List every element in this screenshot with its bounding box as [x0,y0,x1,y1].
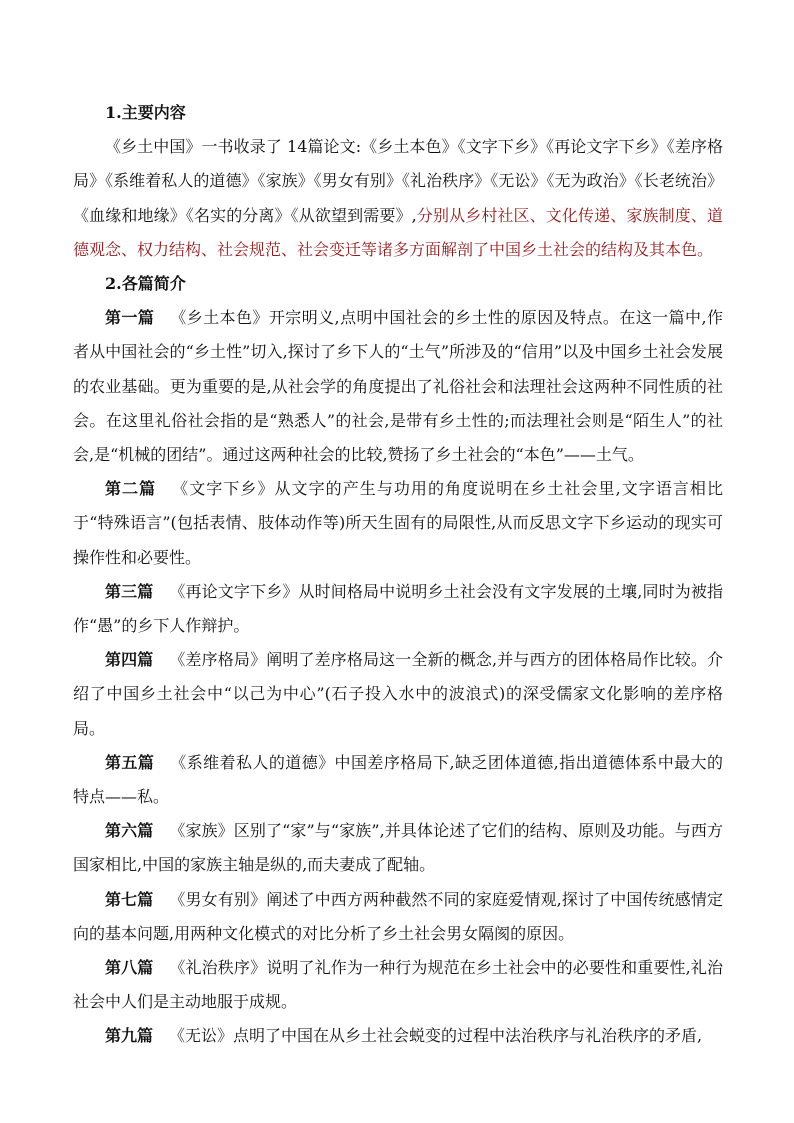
article-label: 第二篇 [105,479,157,499]
article-text: 《乡土本色》开宗明义,点明中国社会的乡土性的原因及特点。在这一篇中,作者从中国社会的“乡土性”切入,探讨了乡下人的“土气”所涉及的“信用”以及中国乡土社会发展的农业基础。更为重要的是,从社会学的角度提出了礼俗社会和法理社会这两种不同性质的社会。在这里礼俗社会指的是“熟悉人”的社会,是带有乡土性的;而法理社会则是“陌生人”的社会,是“机械的团结”。通过这两种社会的比较,赞扬了乡土社会的“本色”——土气。 [73,308,723,465]
article-label: 第七篇 [105,889,154,909]
article-label: 第一篇 [105,308,155,328]
section-1-text: 《乡土中国》一书收录了 14篇论文:《乡土本色》《文字下乡》《再论文字下乡》《差序格局》《系维着私人的道德》《家族》《男女有别》《礼治秩序》《无讼》《无为政治》《长老统治》《血缘和地缘》《名实的分离》《从欲望到需要》, [73,137,723,225]
article-summary-2 [73,472,723,575]
article-text: 《无讼》点明了中国在从乡土社会蜕变的过程中法治秩序与礼治秩序的矛盾, [169,1026,703,1046]
article-summary-7 [73,883,723,951]
article-label: 第八篇 [105,958,154,978]
section-1-title: 1.主要内容 [105,103,186,122]
article-summary-8 [73,951,723,1019]
article-label: 第九篇 [105,1026,154,1046]
article-summary-4 [73,643,723,746]
article-summary-9 [73,1019,723,1053]
article-summary-3 [73,575,723,643]
article-text: 《差序格局》阐明了差序格局这一全新的概念,并与西方的团体格局作比较。介绍了中国乡土社会中“以己为中心”(石子投入水中的波浪式)的深受儒家文化影响的差序格局。 [73,650,723,738]
article-summary-6 [73,814,723,882]
article-text: 《礼治秩序》说明了礼作为一种行为规范在乡土社会中的必要性和重要性,礼治社会中人们是主动地服于成规。 [73,958,723,1012]
article-text: 《文字下乡》从文字的产生与功用的角度说明在乡土社会里,文字语言相比于“特殊语言”(包括表情、肢体动作等)所天生固有的局限性,从而反思文字下乡运动的现实可操作性和必要性。 [73,479,723,567]
article-summary-5 [73,746,723,814]
section-2-title: 2.各篇简介 [105,274,186,294]
article-text: 《男女有别》阐述了中西方两种截然不同的家庭爱情观,探讨了中国传统感情定向的基本问题,用两种文化模式的对比分析了乡土社会男女隔阂的原因。 [73,889,723,943]
article-label: 第六篇 [105,821,154,841]
article-label: 第五篇 [105,752,155,772]
article-summary-1 [73,301,723,472]
article-text: 《再论文字下乡》从时间格局中说明乡土社会没有文字发展的土壤,同时为被指作“愚”的乡下人作辩护。 [73,581,723,636]
document-body [73,96,723,1054]
article-label: 第三篇 [105,581,154,601]
article-text: 《系维着私人的道德》中国差序格局下,缺乏团体道德,指出道德体系中最大的特点——私。 [73,752,723,807]
article-label: 第四篇 [105,650,154,670]
section-1-highlight-text: 分别从乡村社区、文化传递、家族制度、道德观念、权力结构、社会规范、社会变迁等诸多方面解剖了中国乡土社会的结构及其本色。 [73,205,723,259]
article-text: 《家族》区别了“家”与“家族”,并具体论述了它们的结构、原则及功能。与西方国家相比,中国的家族主轴是纵的,而夫妻成了配轴。 [73,821,723,875]
section-1-paragraph [73,130,723,267]
